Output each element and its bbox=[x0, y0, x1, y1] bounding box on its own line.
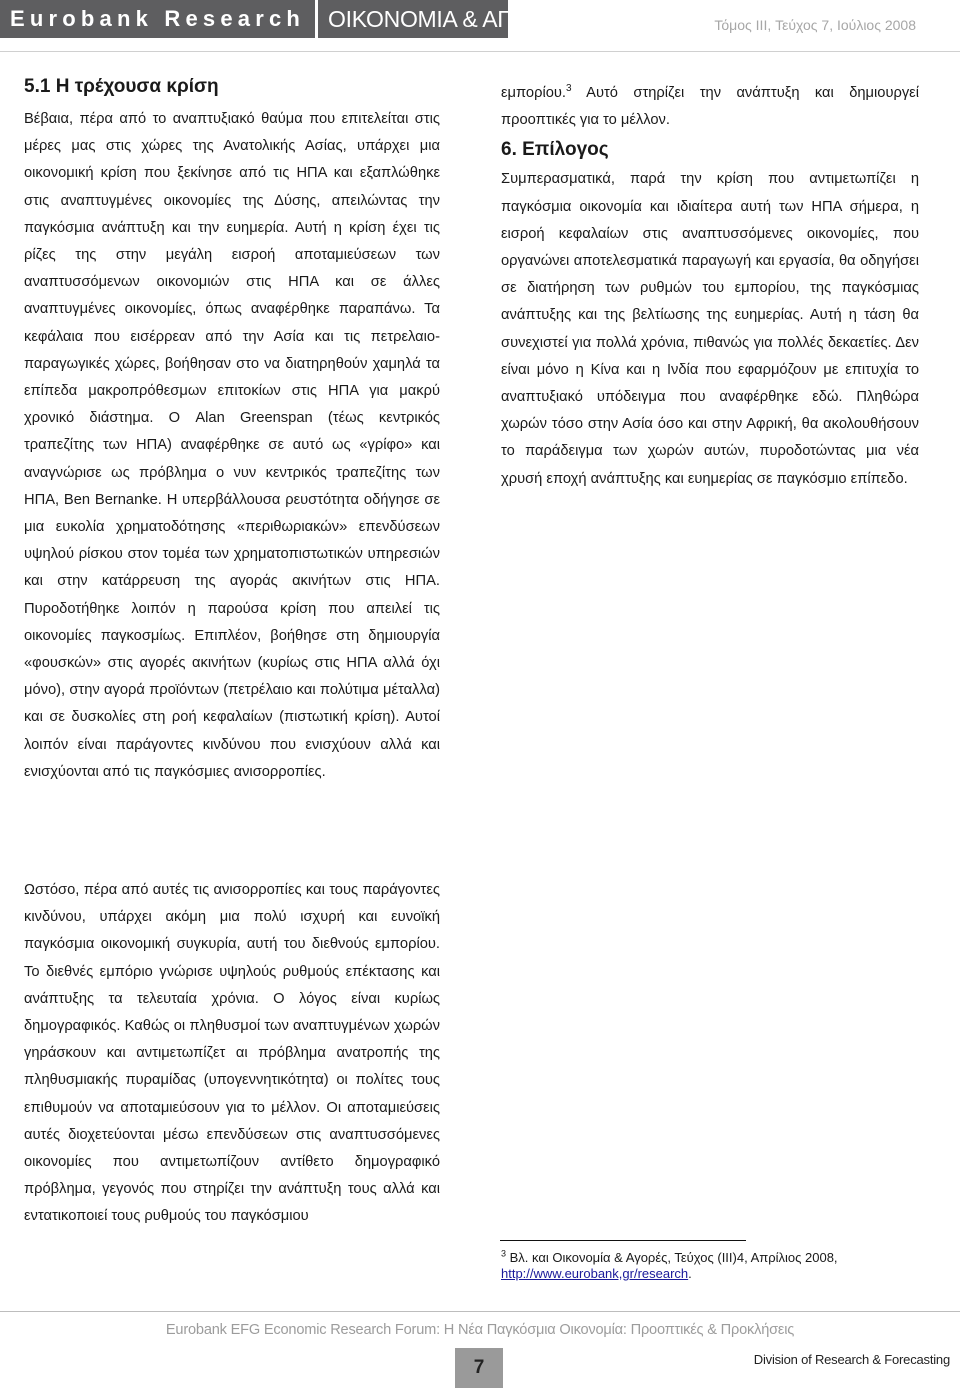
footnote-marker: 3 bbox=[501, 1248, 507, 1259]
footnote-text: Βλ. και Οικονομία & Αγορές, Τεύχος (ΙΙΙ)4, Απρίλιος 2008, bbox=[506, 1250, 838, 1265]
left-column-top bbox=[24, 72, 440, 786]
section-title: ΟΙΚΟΝΟΜΙΑ & ΑΓΟΡΕΣ bbox=[328, 5, 572, 32]
left-column-bottom bbox=[24, 877, 440, 1231]
paragraph-trade-end: Αυτό στηρίζει την ανάπτυξη και δημιουργεί προοπτικές για το μέλλον. bbox=[501, 85, 919, 129]
section-heading-current-crisis: 5.1 Η τρέχουσα κρίση bbox=[24, 76, 219, 97]
footnote-end: . bbox=[688, 1266, 692, 1281]
footer-forum-title: Eurobank EFG Economic Research Forum: Η Νέα Παγκόσμια Οικονομία: Προοπτικές & Προκλήσεις bbox=[165, 1322, 795, 1338]
footnote-reference[interactable]: 3 bbox=[566, 83, 572, 95]
section-heading-epilogue: 6. Επίλογος bbox=[501, 139, 609, 161]
header-rule bbox=[0, 51, 960, 52]
brand-logo-text: Eurobank Research bbox=[10, 6, 306, 31]
right-column bbox=[501, 80, 919, 493]
paragraph-epilogue: Συμπερασματικά, παρά την κρίση που αντιμετωπίζει η παγκόσμια οικονομία και ιδιαίτερα αυτή των ΗΠΑ σήμερα, η εισροή κεφαλαίων στις αναπτυσσόμενες οικονομίες, που οργανώνει αποτελεσματικά παραγωγή και εργασία, θα οδηγήσει σε διατήρηση των ρυθμών του εμπορίου, της παγκόσμιας ανάπτυξης και της βελτίωσης της ευημερίας. Αυτή η τάση θα συνεχιστεί για πολλά χρόνια, πιθανώς για πολλές δεκαετίες. Δεν είναι μόνο η Κίνα και η Ινδία που εφαρμόζουν με επιτυχία το αναπτυξιακό υπόδειγμα που αναφέρθηκε εδώ. Πληθώρα χωρών τόσο στην Ασία όσο και στην Αφρική, θα ακολουθήσουν το παράδειγμα των χωρών αυτών, πυροδοτώντας μια νέα χρυσή εποχή ανάπτυξης και ευημερίας σε παγκόσμιο επίπεδο. bbox=[501, 171, 919, 487]
footnote-link[interactable]: http://www.eurobank,gr/research bbox=[501, 1266, 689, 1281]
footer-rule bbox=[0, 1311, 960, 1312]
footer-division: Division of Research & Forecasting bbox=[753, 1352, 950, 1367]
paragraph-trade-start: εμπορίου. bbox=[501, 85, 567, 101]
paragraph-trade-continuation bbox=[501, 80, 919, 134]
footnote bbox=[501, 1250, 931, 1282]
issue-info: Τόμος ΙΙI, Τεύχος 7, Ιούλιος 2008 bbox=[714, 17, 916, 33]
paragraph-international-trade: Ωστόσο, πέρα από αυτές τις ανισορροπίες και τους παράγοντες κινδύνου, υπάρχει ακόμη μια πολύ ισχυρή και ευνοϊκή παγκόσμια οικονομική συγκυρία, αυτή του διεθνούς εμπορίου. Το διεθνές εμπόριο γνώρισε υψηλούς ρυθμούς επέκτασης και ανάπτυξης τα τελευταία χρόνια. Ο λόγος είναι κυρίως δημογραφικός. Καθώς οι πληθυσμοί των αναπτυγμένων χωρών γηράσκουν και αντιμετωπίζετ αι πρόβλημα ανατροπής της πληθυσμιακής πυραμίδας (υπογεννητικότητα) οι πολίτες τους επιθυμούν να αποταμιεύσουν για το μέλλον. Οι αποταμιεύσεις αυτές διοχετεύονται μέσω επενδύσεων στις αναπτυσσόμενες οικονομίες που αντιμετωπίζουν αντίθετο δημογραφικό πρόβλημα, γεγονός που στηρίζει την ανάπτυξη τους αλλά και εντατικοποιεί τους ρυθμούς του παγκόσμιου bbox=[24, 882, 440, 1225]
page-number: 7 bbox=[455, 1348, 503, 1388]
footnote-rule bbox=[500, 1240, 746, 1241]
header-banner bbox=[0, 0, 572, 38]
paragraph-current-crisis: Βέβαια, πέρα από το αναπτυξιακό θαύμα που επιτελείται στις μέρες μας στις χώρες της Ανατολικής Ασίας, υπάρχει μια οικονομική κρίση που ξεκίνησε από τις ΗΠΑ και εξαπλώθηκε στις αναπτυγμένες οικονομίες της Δύσης, απειλώντας την παγκόσμια ανάπτυξη και την ευημερία. Αυτή η κρίση έχει τις ρίζες της στην μεγάλη εισροή αποταμιεύσεων των αναπτυσσόμενων οικονομιών στις ΗΠΑ και σε άλλες αναπτυγμένες οικονομίες, όπως αναφέρθηκε παραπάνω. Τα κεφάλαια που εισέρρεαν από την Ασία και τις πετρελαιο-παραγωγικές χώρες, βοήθησαν στο να διατηρηθούν χαμηλά τα επίπεδα μακροπρόθεσμων επιτοκίων στις ΗΠΑ για μακρύ χρονικό διάστημα. Ο Alan Greenspan (τέως κεντρικός τραπεζίτης των ΗΠΑ) αναφέρθηκε σε αυτό ως «γρίφο» και αναγνώρισε ως πρόβλημα ο νυν κεντρικός τραπεζίτης των ΗΠΑ, Ben Bernanke. Η υπερβάλλουσα ρευστότητα οδήγησε σε μια ευκολία χρηματοδότησης «περιθωριακών» επενδύσεων υψηλού ρίσκου στον τομέα των χρηματοπιστωτικών υπηρεσιών και στην κατάρρευση της αγοράς ακινήτων στις ΗΠΑ. Πυροδοτήθηκε λοιπόν η παρούσα κρίση που απειλεί τις οικονομίες παγκοσμίως. Επιπλέον, βοήθησε στη δημιουργία «φουσκών» στις αγορές ακινήτων (κυρίως στις ΗΠΑ αλλά όχι μόνο), στην αγορά προϊόντων (πετρέλαιο και πολύτιμα μέταλλα) και σε δυσκολίες στη ροή κεφαλαίων (πιστωτική κρίση). Αυτοί λοιπόν είναι παράγοντες κινδύνου που ενισχύουν αλλά και ενισχύονται από τις παγκόσμιες ανισορροπίες. bbox=[24, 111, 440, 780]
